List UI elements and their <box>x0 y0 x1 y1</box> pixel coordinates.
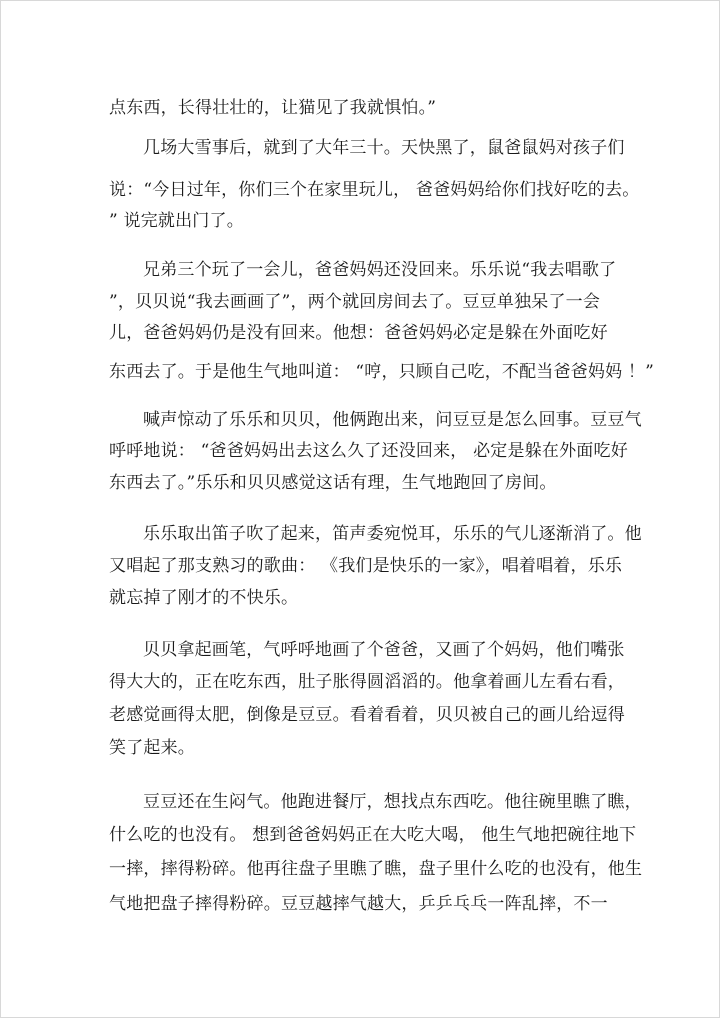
text-line: 一摔，摔得粉碎。他再往盘子里瞧了瞧，盘子里什么吃的也没有，他生 <box>109 859 643 879</box>
text-line: 老感觉画得太肥，倒像是豆豆。看着看着，贝贝被自己的画儿给逗得 <box>109 705 625 725</box>
text-line: 气地把盘子摔得粉碎。豆豆越摔气越大，乒乒乓乓一阵乱摔，不一 <box>109 894 608 914</box>
paragraph-first-line: 喊声惊动了乐乐和贝贝，他俩跑出来，问豆豆是怎么回事。豆豆气 <box>143 410 642 430</box>
text-line: ”，贝贝说“我去画画了”，两个就回房间去了。豆豆单独呆了一会 <box>109 292 601 312</box>
text-line: 得大大的，正在吃东西，肚子胀得圆滔滔的。他拿着画儿左看右看， <box>109 672 625 692</box>
text-line: 什么吃的也没有。 想到爸爸妈妈正在大吃大喝， 他生气地把碗往地下 <box>109 825 637 845</box>
text-line: 笑了起来。 <box>109 738 195 758</box>
text-line: 点东西，长得壮壮的，让猫见了我就惧怕。” <box>109 98 437 118</box>
text-line: 说：“今日过年，你们三个在家里玩儿， 爸爸妈妈给你们找好吃的去。 <box>109 180 640 200</box>
paragraph-first-line: 兄弟三个玩了一会儿，爸爸妈妈还没回来。乐乐说“我去唱歌了 <box>143 260 617 280</box>
text-line: 儿，爸爸妈妈仍是没有回来。他想：爸爸妈妈必定是躲在外面吃好 <box>109 323 608 343</box>
text-line: 东西去了。于是他生气地叫道： “哼，只顾自己吃，不配当爸爸妈妈 ！” <box>109 362 654 382</box>
text-line: 东西去了。”乐乐和贝贝感觉这话有理，生气地跑回了房间。 <box>109 473 557 493</box>
paragraph-first-line: 几场大雪事后，就到了大年三十。天快黑了，鼠爸鼠妈对孩子们 <box>143 138 625 158</box>
text-line: 就忘掉了刚才的不快乐。 <box>109 588 299 608</box>
text-line: 又唱起了那支熟习的歌曲： 《我们是快乐的一家》，唱着唱着，乐乐 <box>109 556 623 576</box>
text-line: 呼呼地说： “爸爸妈妈出去这么久了还没回来， 必定是躲在外面吃好 <box>109 441 628 461</box>
paragraph-first-line: 贝贝拿起画笔，气呼呼地画了个爸爸，又画了个妈妈，他们嘴张 <box>143 640 625 660</box>
paragraph-first-line: 乐乐取出笛子吹了起来，笛声委宛悦耳，乐乐的气儿逐渐消了。他 <box>143 524 642 544</box>
paragraph-first-line: 豆豆还在生闷气。他跑进餐厅，想找点东西吃。他往碗里瞧了瞧， <box>143 792 642 812</box>
text-line: ” 说完就出门了。 <box>109 211 244 231</box>
